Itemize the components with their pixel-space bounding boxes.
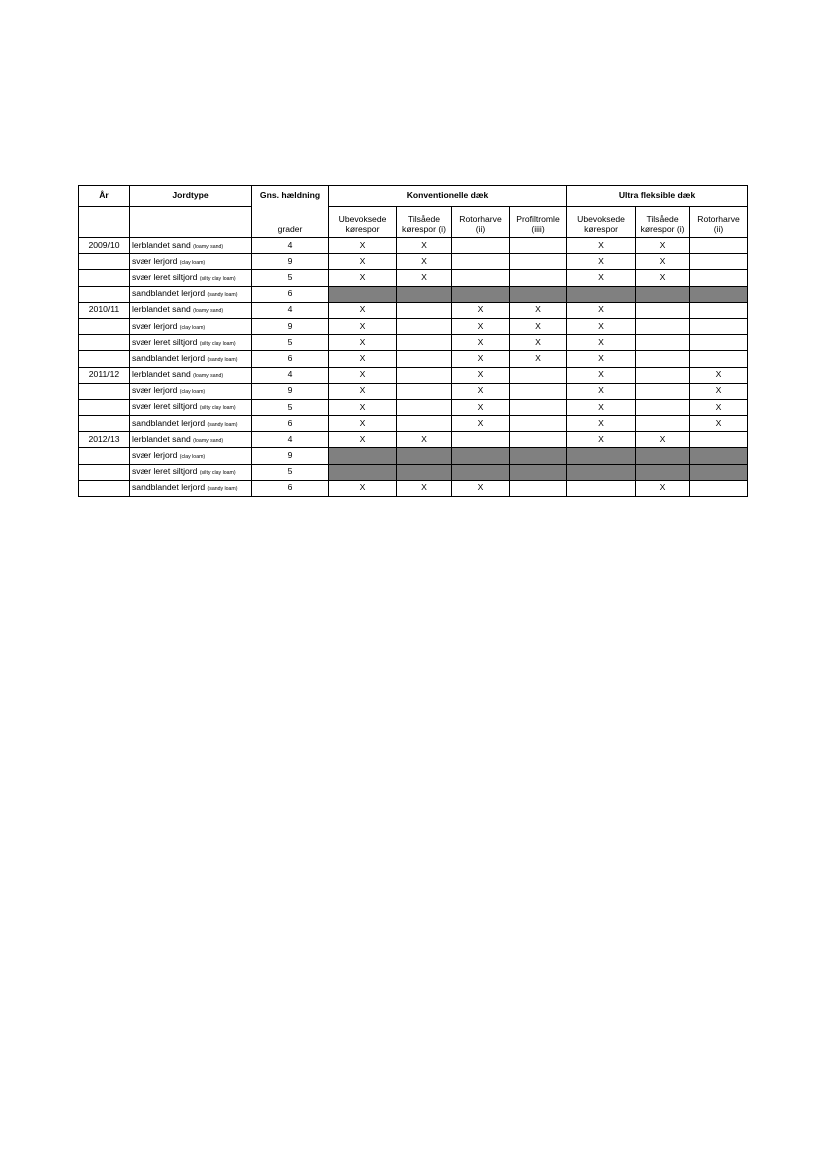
soil-type-cell — [130, 351, 252, 367]
mark-cell: X — [452, 351, 510, 367]
soil-type-name: lerblandet sand — [132, 239, 191, 250]
mark-cell — [510, 367, 567, 383]
header-row-main — [79, 186, 748, 207]
header-year-blank — [79, 207, 130, 238]
mark-cell: X — [329, 480, 397, 496]
mark-cell: X — [452, 416, 510, 432]
mark-cell: X — [329, 399, 397, 415]
soil-type-name: svær leret siltjord — [132, 336, 198, 347]
mark-cell: X — [567, 335, 636, 351]
slope-cell: 4 — [252, 238, 329, 254]
mark-cell: X — [636, 432, 690, 448]
mark-cell: X — [636, 254, 690, 270]
conventional-col-4-line-2: (iiii) — [531, 224, 545, 235]
mark-cell — [690, 254, 748, 270]
shaded-cell — [397, 448, 452, 464]
mark-cell: X — [329, 351, 397, 367]
mark-cell: X — [636, 238, 690, 254]
soil-type-cell — [130, 432, 252, 448]
mark-cell — [690, 480, 748, 496]
table-row — [79, 335, 748, 351]
soil-type-english: (loamy sand) — [193, 373, 224, 380]
year-cell: 2012/13 — [79, 432, 130, 448]
soil-type-cell — [130, 464, 252, 480]
mark-cell: X — [567, 238, 636, 254]
shaded-cell — [452, 464, 510, 480]
conventional-col-1 — [329, 207, 397, 238]
soil-type-cell — [130, 302, 252, 318]
ultra-col-2-line-1: Tilsåede — [646, 214, 679, 225]
soil-type-name: svær leret siltjord — [132, 271, 198, 282]
shaded-cell — [567, 448, 636, 464]
soil-type-english: (sandy loam) — [207, 292, 238, 299]
mark-cell: X — [567, 367, 636, 383]
ultra-col-1-line-2: kørespor — [584, 224, 618, 235]
soil-type-cell — [130, 416, 252, 432]
mark-cell — [397, 367, 452, 383]
table-row — [79, 238, 748, 254]
ultra-col-3 — [690, 207, 748, 238]
shaded-cell — [452, 286, 510, 302]
mark-cell: X — [510, 302, 567, 318]
year-cell-empty — [79, 416, 130, 432]
mark-cell — [452, 238, 510, 254]
mark-cell — [636, 399, 690, 415]
soil-type-english: (loamy sand) — [193, 243, 224, 250]
shaded-cell — [329, 464, 397, 480]
mark-cell: X — [452, 335, 510, 351]
soil-type-cell — [130, 254, 252, 270]
slope-cell: 4 — [252, 367, 329, 383]
table-row — [79, 302, 748, 318]
slope-cell: 9 — [252, 383, 329, 399]
soil-type-name: sandblandet lerjord — [132, 288, 206, 299]
year-cell-empty — [79, 464, 130, 480]
year-cell-empty — [79, 448, 130, 464]
mark-cell — [636, 367, 690, 383]
mark-cell: X — [690, 367, 748, 383]
table-row — [79, 367, 748, 383]
table-row — [79, 399, 748, 415]
soil-type-english: (sandy loam) — [207, 356, 238, 363]
mark-cell: X — [397, 238, 452, 254]
soil-type-english: (loamy sand) — [193, 437, 224, 444]
experiment-table — [78, 185, 748, 497]
mark-cell — [397, 351, 452, 367]
soil-type-name: sandblandet lerjord — [132, 482, 206, 493]
shaded-cell — [690, 286, 748, 302]
mark-cell: X — [567, 351, 636, 367]
slope-cell: 6 — [252, 416, 329, 432]
year-cell-empty — [79, 270, 130, 286]
mark-cell — [690, 335, 748, 351]
slope-cell: 9 — [252, 318, 329, 334]
mark-cell: X — [452, 367, 510, 383]
mark-cell: X — [567, 302, 636, 318]
slope-cell: 4 — [252, 432, 329, 448]
conventional-col-4-line-1: Profiltromle — [516, 214, 560, 225]
mark-cell: X — [567, 383, 636, 399]
soil-type-cell — [130, 238, 252, 254]
mark-cell — [510, 399, 567, 415]
mark-cell: X — [567, 270, 636, 286]
mark-cell: X — [452, 480, 510, 496]
mark-cell: X — [510, 335, 567, 351]
header-soil-blank — [130, 207, 252, 238]
conventional-col-3-line-2: (ii) — [475, 224, 486, 235]
soil-type-cell — [130, 367, 252, 383]
soil-type-english: (silty clay loam) — [199, 405, 236, 412]
slope-cell: 9 — [252, 448, 329, 464]
mark-cell: X — [452, 302, 510, 318]
soil-type-cell — [130, 270, 252, 286]
soil-type-name: svær leret siltjord — [132, 466, 198, 477]
mark-cell — [452, 270, 510, 286]
soil-type-english: (silty clay loam) — [199, 470, 236, 477]
header-year: År — [79, 186, 130, 207]
mark-cell — [510, 383, 567, 399]
soil-type-english: (silty clay loam) — [199, 275, 236, 282]
soil-type-cell — [130, 335, 252, 351]
soil-type-cell — [130, 383, 252, 399]
mark-cell — [690, 351, 748, 367]
slope-cell: 5 — [252, 270, 329, 286]
mark-cell: X — [567, 416, 636, 432]
conventional-col-4 — [510, 207, 567, 238]
mark-cell — [690, 432, 748, 448]
soil-type-name: lerblandet sand — [132, 433, 191, 444]
soil-type-name: sandblandet lerjord — [132, 417, 206, 428]
header-conventional-tires: Konventionelle dæk — [329, 186, 567, 207]
slope-cell: 6 — [252, 351, 329, 367]
soil-type-cell — [130, 399, 252, 415]
soil-type-name: lerblandet sand — [132, 369, 191, 380]
soil-type-cell — [130, 480, 252, 496]
mark-cell — [397, 335, 452, 351]
soil-type-english: (clay loam) — [179, 454, 206, 461]
mark-cell — [636, 318, 690, 334]
ultra-col-2-line-2: kørespor (i) — [640, 224, 685, 235]
year-cell-empty — [79, 480, 130, 496]
mark-cell: X — [636, 270, 690, 286]
mark-cell — [510, 270, 567, 286]
year-cell-empty — [79, 318, 130, 334]
mark-cell: X — [329, 416, 397, 432]
mark-cell — [397, 383, 452, 399]
mark-cell — [690, 270, 748, 286]
mark-cell — [510, 254, 567, 270]
conventional-col-3-line-1: Rotorharve — [459, 214, 502, 225]
shaded-cell — [636, 286, 690, 302]
mark-cell: X — [567, 432, 636, 448]
soil-type-english: (silty clay loam) — [199, 340, 236, 347]
mark-cell: X — [690, 416, 748, 432]
mark-cell — [636, 416, 690, 432]
shaded-cell — [510, 286, 567, 302]
mark-cell — [510, 432, 567, 448]
mark-cell — [636, 302, 690, 318]
table-row — [79, 383, 748, 399]
mark-cell: X — [329, 367, 397, 383]
shaded-cell — [510, 464, 567, 480]
year-cell: 2010/11 — [79, 302, 130, 318]
mark-cell — [397, 302, 452, 318]
table-row — [79, 416, 748, 432]
table-row — [79, 480, 748, 496]
slope-cell: 9 — [252, 254, 329, 270]
table-row — [79, 351, 748, 367]
shaded-cell — [329, 286, 397, 302]
year-cell-empty — [79, 335, 130, 351]
shaded-cell — [690, 464, 748, 480]
mark-cell — [690, 302, 748, 318]
shaded-cell — [567, 286, 636, 302]
soil-type-name: svær lerjord — [132, 450, 178, 461]
header-slope-unit: grader — [252, 207, 329, 238]
soil-type-name: lerblandet sand — [132, 304, 191, 315]
mark-cell: X — [452, 383, 510, 399]
year-cell: 2011/12 — [79, 367, 130, 383]
soil-type-english: (sandy loam) — [207, 421, 238, 428]
mark-cell — [567, 480, 636, 496]
ultra-col-1 — [567, 207, 636, 238]
mark-cell: X — [397, 270, 452, 286]
soil-type-name: svær lerjord — [132, 385, 178, 396]
slope-cell: 5 — [252, 335, 329, 351]
mark-cell — [397, 399, 452, 415]
mark-cell: X — [510, 318, 567, 334]
year-cell-empty — [79, 351, 130, 367]
mark-cell — [452, 254, 510, 270]
soil-type-english: (loamy sand) — [193, 308, 224, 315]
soil-type-cell — [130, 318, 252, 334]
table-row — [79, 270, 748, 286]
soil-type-english: (sandy loam) — [207, 486, 238, 493]
mark-cell: X — [567, 399, 636, 415]
soil-type-cell — [130, 448, 252, 464]
mark-cell: X — [397, 480, 452, 496]
slope-cell: 6 — [252, 286, 329, 302]
slope-cell: 5 — [252, 464, 329, 480]
conventional-col-2 — [397, 207, 452, 238]
conventional-col-3 — [452, 207, 510, 238]
shaded-cell — [690, 448, 748, 464]
ultra-col-1-line-1: Ubevoksede — [577, 214, 625, 225]
shaded-cell — [636, 448, 690, 464]
mark-cell: X — [329, 238, 397, 254]
mark-cell — [510, 416, 567, 432]
mark-cell: X — [329, 302, 397, 318]
mark-cell: X — [329, 432, 397, 448]
mark-cell: X — [397, 254, 452, 270]
ultra-col-3-line-1: Rotorharve — [697, 214, 740, 225]
mark-cell: X — [636, 480, 690, 496]
year-cell-empty — [79, 383, 130, 399]
mark-cell: X — [690, 383, 748, 399]
conventional-col-1-line-2: kørespor — [345, 224, 380, 235]
header-soil-type: Jordtype — [130, 186, 252, 207]
ultra-col-2 — [636, 207, 690, 238]
conventional-col-2-line-1: Tilsåede — [407, 214, 441, 225]
mark-cell — [510, 480, 567, 496]
header-row-sub — [79, 207, 748, 238]
soil-type-name: sandblandet lerjord — [132, 352, 206, 363]
mark-cell: X — [329, 318, 397, 334]
year-cell-empty — [79, 286, 130, 302]
mark-cell: X — [690, 399, 748, 415]
year-cell: 2009/10 — [79, 238, 130, 254]
conventional-col-1-line-1: Ubevoksede — [338, 214, 387, 225]
slope-cell: 4 — [252, 302, 329, 318]
soil-type-name: svær lerjord — [132, 320, 178, 331]
mark-cell: X — [510, 351, 567, 367]
mark-cell: X — [567, 254, 636, 270]
shaded-cell — [510, 448, 567, 464]
mark-cell: X — [397, 432, 452, 448]
mark-cell — [636, 383, 690, 399]
soil-type-english: (clay loam) — [179, 389, 206, 396]
soil-type-name: svær lerjord — [132, 255, 178, 266]
shaded-cell — [397, 464, 452, 480]
year-cell-empty — [79, 254, 130, 270]
soil-type-cell — [130, 286, 252, 302]
year-cell-empty — [79, 399, 130, 415]
mark-cell: X — [452, 318, 510, 334]
mark-cell: X — [452, 399, 510, 415]
mark-cell — [397, 416, 452, 432]
table-row — [79, 464, 748, 480]
header-ultra-flexible-tires: Ultra fleksible dæk — [567, 186, 748, 207]
soil-type-name: svær leret siltjord — [132, 401, 198, 412]
table-row — [79, 432, 748, 448]
ultra-col-3-line-2: (ii) — [713, 224, 724, 235]
mark-cell: X — [567, 318, 636, 334]
mark-cell: X — [329, 335, 397, 351]
mark-cell: X — [329, 383, 397, 399]
conventional-col-2-line-2: kørespor (i) — [402, 224, 446, 235]
table-row — [79, 318, 748, 334]
slope-cell: 6 — [252, 480, 329, 496]
mark-cell — [636, 351, 690, 367]
soil-type-english: (clay loam) — [179, 259, 206, 266]
shaded-cell — [567, 464, 636, 480]
table-row — [79, 448, 748, 464]
shaded-cell — [329, 448, 397, 464]
mark-cell — [636, 335, 690, 351]
soil-type-english: (clay loam) — [179, 324, 206, 331]
mark-cell — [452, 432, 510, 448]
table-row — [79, 286, 748, 302]
table-row — [79, 254, 748, 270]
header-slope: Gns. hældning — [252, 186, 329, 207]
mark-cell: X — [329, 270, 397, 286]
shaded-cell — [452, 448, 510, 464]
slope-cell: 5 — [252, 399, 329, 415]
mark-cell — [690, 238, 748, 254]
shaded-cell — [397, 286, 452, 302]
mark-cell — [510, 238, 567, 254]
mark-cell: X — [329, 254, 397, 270]
mark-cell — [690, 318, 748, 334]
mark-cell — [397, 318, 452, 334]
shaded-cell — [636, 464, 690, 480]
